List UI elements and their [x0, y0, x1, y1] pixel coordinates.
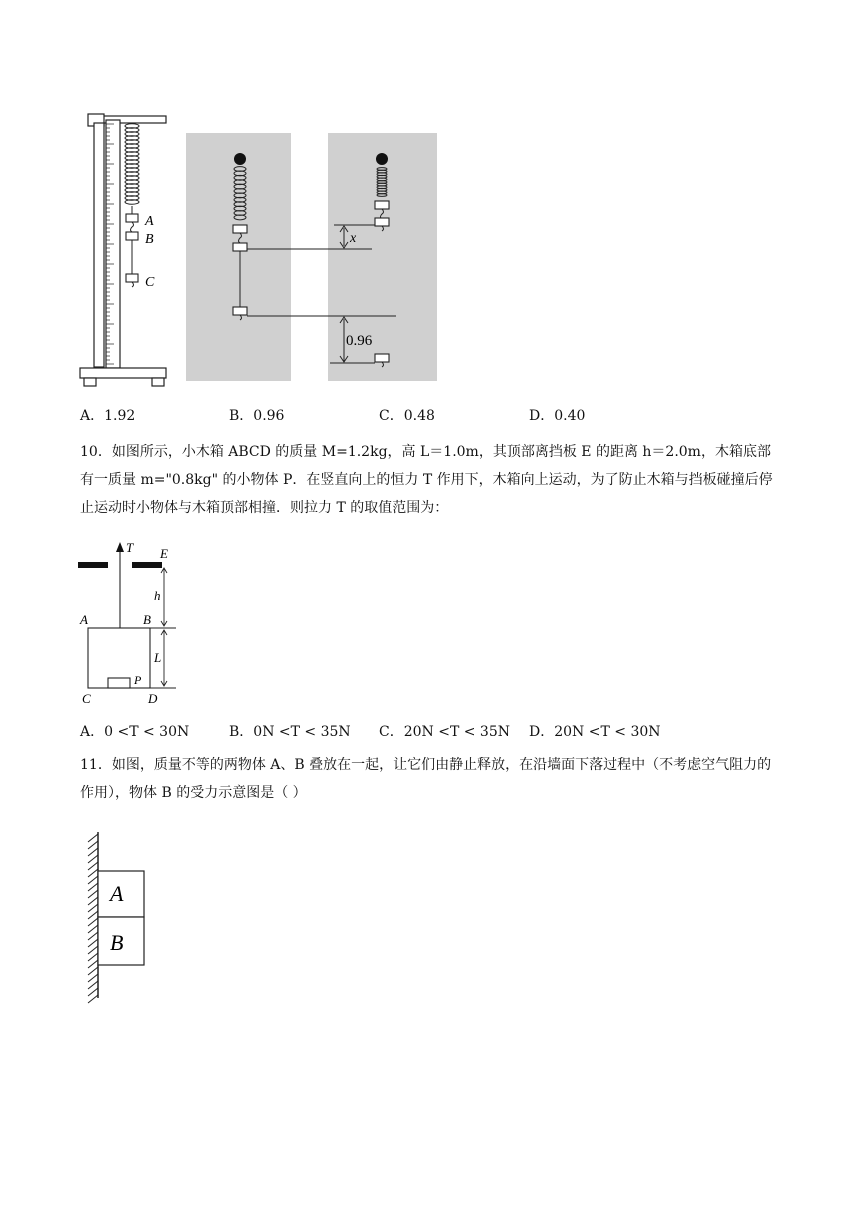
- box-figure: [76, 538, 196, 708]
- label-l: L: [154, 650, 162, 665]
- label-p: P: [134, 673, 142, 687]
- spring-stand-figure: [76, 110, 176, 390]
- label-b: B: [145, 232, 154, 247]
- q9-option-c[interactable]: C．0.48: [379, 408, 435, 424]
- label-x: x: [350, 231, 357, 246]
- label-t: T: [126, 540, 134, 555]
- q10-option-a[interactable]: A．0 <T < 30N: [80, 724, 190, 740]
- q9-option-b[interactable]: B．0.96: [229, 408, 285, 424]
- label-d: D: [148, 691, 158, 706]
- label-e: E: [160, 546, 168, 561]
- label-b: B: [110, 930, 124, 955]
- q10-option-c[interactable]: C．20N <T < 35N: [379, 724, 510, 740]
- spring-states-figure: [186, 133, 438, 383]
- q10-option-d[interactable]: D．20N <T < 30N: [529, 724, 661, 740]
- label-distance: 0.96: [346, 333, 373, 349]
- q9-option-a[interactable]: A．1.92: [80, 408, 136, 424]
- label-b: B: [143, 612, 151, 627]
- q10-question-text: 10．如图所示，小木箱 ABCD 的质量 M=1.2kg，高 L＝1.0m，其顶部离挡板 E 的距离 h＝2.0m，木箱底部有一质量 m="0.8kg" 的小物体 P．在竖直向上的恒力 T 作用下，木箱向上运动，为了防止木箱与挡板碰撞后停止运动时小物体与木箱顶部相撞．则拉力 T 的取值范围为：: [80, 444, 773, 516]
- label-a: A: [145, 214, 154, 229]
- q10-option-b[interactable]: B．0N <T < 35N: [229, 724, 351, 740]
- label-c: C: [145, 275, 155, 290]
- q9-option-d[interactable]: D．0.40: [529, 408, 586, 424]
- label-a: A: [110, 881, 124, 906]
- label-h: h: [154, 588, 161, 603]
- q11-question-text: 11．如图，质量不等的两物体 A、B 叠放在一起，让它们由静止释放，在沿墙面下落过程中（不考虑空气阻力的作用），物体 B 的受力示意图是（ ）: [80, 757, 772, 801]
- label-c: C: [82, 691, 91, 706]
- wall-blocks-figure: [82, 828, 152, 1004]
- label-a: A: [80, 612, 88, 627]
